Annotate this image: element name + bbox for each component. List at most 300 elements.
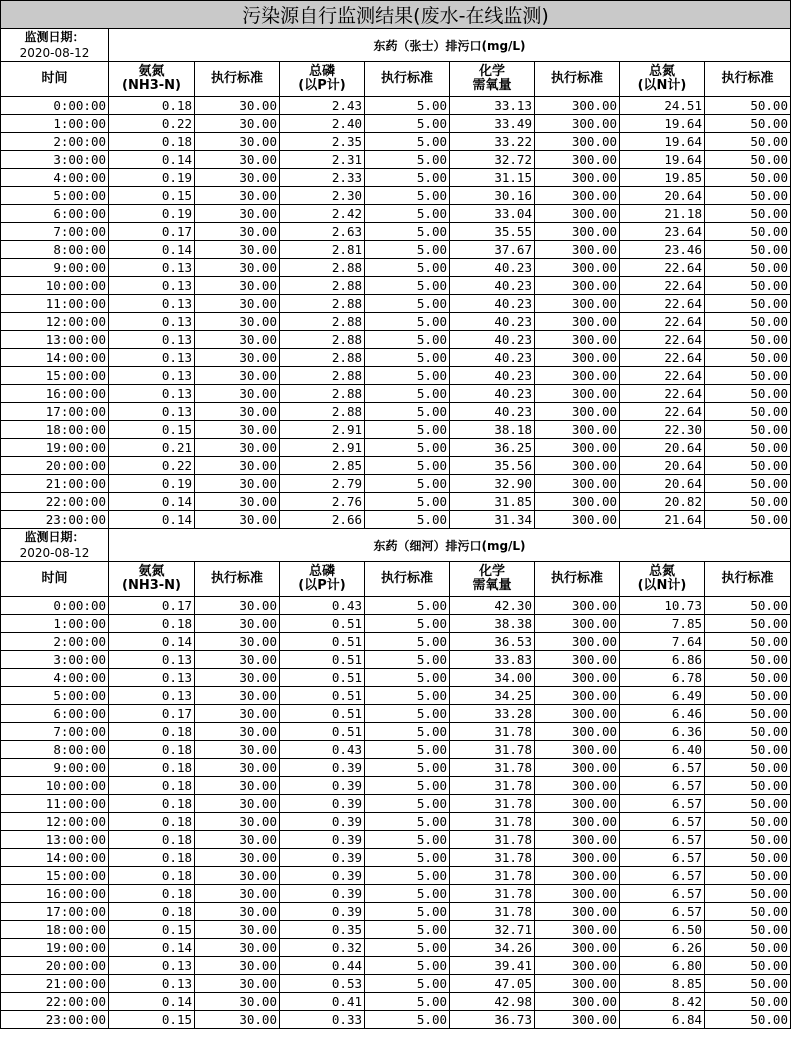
value-cell: 5.00 <box>365 187 450 205</box>
table-row <box>1 705 791 723</box>
column-header <box>705 562 791 597</box>
time-cell: 18:00:00 <box>1 421 109 439</box>
value-cell: 20.64 <box>620 187 705 205</box>
value-cell: 31.85 <box>450 493 535 511</box>
value-cell: 50.00 <box>705 993 791 1011</box>
value-cell: 5.00 <box>365 493 450 511</box>
time-cell: 1:00:00 <box>1 115 109 133</box>
value-cell: 2.88 <box>280 349 365 367</box>
value-cell: 300.00 <box>535 205 620 223</box>
value-cell: 30.00 <box>195 957 280 975</box>
value-cell: 30.00 <box>195 687 280 705</box>
value-cell: 2.91 <box>280 439 365 457</box>
value-cell: 300.00 <box>535 867 620 885</box>
value-cell: 0.39 <box>280 849 365 867</box>
value-cell: 6.57 <box>620 759 705 777</box>
value-cell: 2.35 <box>280 133 365 151</box>
value-cell: 30.00 <box>195 295 280 313</box>
value-cell: 30.00 <box>195 403 280 421</box>
value-cell: 2.63 <box>280 223 365 241</box>
time-cell: 12:00:00 <box>1 813 109 831</box>
column-header-line1: 执行标准 <box>380 71 433 86</box>
monitor-date-label: 监测日期： <box>24 530 85 544</box>
value-cell: 5.00 <box>365 777 450 795</box>
value-cell: 300.00 <box>535 475 620 493</box>
value-cell: 5.00 <box>365 813 450 831</box>
value-cell: 2.88 <box>280 403 365 421</box>
value-cell: 5.00 <box>365 331 450 349</box>
value-cell: 40.23 <box>450 403 535 421</box>
column-header-line1: 执行标准 <box>721 571 774 586</box>
value-cell: 50.00 <box>705 867 791 885</box>
value-cell: 6.84 <box>620 1011 705 1029</box>
value-cell: 300.00 <box>535 439 620 457</box>
value-cell: 30.16 <box>450 187 535 205</box>
value-cell: 5.00 <box>365 349 450 367</box>
value-cell: 20.64 <box>620 475 705 493</box>
value-cell: 2.88 <box>280 277 365 295</box>
value-cell: 50.00 <box>705 205 791 223</box>
value-cell: 300.00 <box>535 903 620 921</box>
value-cell: 50.00 <box>705 615 791 633</box>
value-cell: 300.00 <box>535 705 620 723</box>
value-cell: 0.17 <box>109 223 195 241</box>
value-cell: 50.00 <box>705 475 791 493</box>
value-cell: 40.23 <box>450 259 535 277</box>
value-cell: 50.00 <box>705 777 791 795</box>
value-cell: 30.00 <box>195 457 280 475</box>
column-header <box>195 562 280 597</box>
value-cell: 300.00 <box>535 259 620 277</box>
value-cell: 2.79 <box>280 475 365 493</box>
time-cell: 20:00:00 <box>1 457 109 475</box>
value-cell: 0.51 <box>280 705 365 723</box>
table-row <box>1 115 791 133</box>
value-cell: 30.00 <box>195 993 280 1011</box>
column-header <box>109 562 195 597</box>
value-cell: 30.00 <box>195 885 280 903</box>
column-header-line2: (以N计) <box>637 578 687 593</box>
time-cell: 16:00:00 <box>1 385 109 403</box>
value-cell: 0.13 <box>109 277 195 295</box>
value-cell: 30.00 <box>195 97 280 115</box>
table-row <box>1 975 791 993</box>
value-cell: 5.00 <box>365 615 450 633</box>
time-cell: 8:00:00 <box>1 241 109 259</box>
value-cell: 0.51 <box>280 615 365 633</box>
value-cell: 300.00 <box>535 993 620 1011</box>
value-cell: 5.00 <box>365 885 450 903</box>
table-row <box>1 615 791 633</box>
value-cell: 0.39 <box>280 831 365 849</box>
value-cell: 300.00 <box>535 169 620 187</box>
value-cell: 0.18 <box>109 867 195 885</box>
value-cell: 300.00 <box>535 313 620 331</box>
time-cell: 4:00:00 <box>1 669 109 687</box>
time-cell: 6:00:00 <box>1 705 109 723</box>
value-cell: 40.23 <box>450 295 535 313</box>
column-header-line2: (NH3-N) <box>122 78 181 93</box>
value-cell: 50.00 <box>705 1011 791 1029</box>
value-cell: 300.00 <box>535 687 620 705</box>
value-cell: 2.43 <box>280 97 365 115</box>
value-cell: 2.81 <box>280 241 365 259</box>
value-cell: 31.78 <box>450 813 535 831</box>
table-row <box>1 187 791 205</box>
value-cell: 22.64 <box>620 403 705 421</box>
value-cell: 22.64 <box>620 295 705 313</box>
column-header <box>705 62 791 97</box>
value-cell: 0.13 <box>109 687 195 705</box>
value-cell: 50.00 <box>705 331 791 349</box>
table-row <box>1 277 791 295</box>
value-cell: 300.00 <box>535 813 620 831</box>
column-header-line1: 执行标准 <box>210 571 263 586</box>
table-row <box>1 349 791 367</box>
value-cell: 50.00 <box>705 493 791 511</box>
value-cell: 32.90 <box>450 475 535 493</box>
value-cell: 5.00 <box>365 259 450 277</box>
value-cell: 5.00 <box>365 223 450 241</box>
value-cell: 0.15 <box>109 187 195 205</box>
column-header <box>365 562 450 597</box>
value-cell: 0.19 <box>109 169 195 187</box>
value-cell: 40.23 <box>450 349 535 367</box>
value-cell: 0.51 <box>280 669 365 687</box>
time-cell: 4:00:00 <box>1 169 109 187</box>
value-cell: 30.00 <box>195 277 280 295</box>
value-cell: 34.25 <box>450 687 535 705</box>
value-cell: 0.13 <box>109 295 195 313</box>
value-cell: 300.00 <box>535 421 620 439</box>
column-header-row <box>1 562 791 597</box>
value-cell: 30.00 <box>195 493 280 511</box>
value-cell: 22.64 <box>620 331 705 349</box>
value-cell: 50.00 <box>705 367 791 385</box>
value-cell: 40.23 <box>450 277 535 295</box>
value-cell: 0.39 <box>280 867 365 885</box>
value-cell: 0.39 <box>280 777 365 795</box>
value-cell: 6.57 <box>620 867 705 885</box>
value-cell: 0.18 <box>109 795 195 813</box>
table-row <box>1 669 791 687</box>
value-cell: 30.00 <box>195 115 280 133</box>
value-cell: 39.41 <box>450 957 535 975</box>
value-cell: 300.00 <box>535 511 620 529</box>
value-cell: 35.56 <box>450 457 535 475</box>
value-cell: 36.25 <box>450 439 535 457</box>
value-cell: 0.13 <box>109 669 195 687</box>
value-cell: 31.78 <box>450 885 535 903</box>
value-cell: 0.18 <box>109 831 195 849</box>
value-cell: 0.15 <box>109 921 195 939</box>
value-cell: 6.26 <box>620 939 705 957</box>
table-row <box>1 885 791 903</box>
value-cell: 22.64 <box>620 385 705 403</box>
time-cell: 11:00:00 <box>1 795 109 813</box>
value-cell: 5.00 <box>365 651 450 669</box>
value-cell: 40.23 <box>450 313 535 331</box>
column-header <box>109 62 195 97</box>
value-cell: 20.82 <box>620 493 705 511</box>
value-cell: 0.14 <box>109 993 195 1011</box>
column-header-line1: 总氮 <box>648 564 675 579</box>
value-cell: 31.78 <box>450 795 535 813</box>
value-cell: 32.72 <box>450 151 535 169</box>
value-cell: 5.00 <box>365 205 450 223</box>
value-cell: 33.49 <box>450 115 535 133</box>
table-row <box>1 651 791 669</box>
table-row <box>1 633 791 651</box>
value-cell: 0.18 <box>109 723 195 741</box>
value-cell: 2.42 <box>280 205 365 223</box>
column-header <box>1 562 109 597</box>
value-cell: 6.86 <box>620 651 705 669</box>
value-cell: 0.18 <box>109 615 195 633</box>
value-cell: 30.00 <box>195 421 280 439</box>
value-cell: 30.00 <box>195 795 280 813</box>
value-cell: 30.00 <box>195 187 280 205</box>
value-cell: 0.18 <box>109 885 195 903</box>
value-cell: 5.00 <box>365 633 450 651</box>
value-cell: 0.51 <box>280 687 365 705</box>
table-row <box>1 849 791 867</box>
value-cell: 5.00 <box>365 957 450 975</box>
value-cell: 34.26 <box>450 939 535 957</box>
value-cell: 36.73 <box>450 1011 535 1029</box>
value-cell: 300.00 <box>535 277 620 295</box>
value-cell: 31.78 <box>450 759 535 777</box>
column-header-line1: 时间 <box>41 71 68 86</box>
value-cell: 30.00 <box>195 597 280 615</box>
value-cell: 300.00 <box>535 615 620 633</box>
value-cell: 35.55 <box>450 223 535 241</box>
time-cell: 7:00:00 <box>1 223 109 241</box>
value-cell: 50.00 <box>705 457 791 475</box>
value-cell: 8.85 <box>620 975 705 993</box>
column-header-line1: 执行标准 <box>721 71 774 86</box>
time-cell: 19:00:00 <box>1 439 109 457</box>
table-row <box>1 939 791 957</box>
value-cell: 22.64 <box>620 259 705 277</box>
value-cell: 30.00 <box>195 813 280 831</box>
value-cell: 40.23 <box>450 385 535 403</box>
table-row <box>1 759 791 777</box>
value-cell: 6.49 <box>620 687 705 705</box>
value-cell: 0.19 <box>109 475 195 493</box>
column-header-line1: 执行标准 <box>550 571 603 586</box>
value-cell: 6.57 <box>620 813 705 831</box>
value-cell: 50.00 <box>705 921 791 939</box>
time-cell: 3:00:00 <box>1 151 109 169</box>
value-cell: 50.00 <box>705 241 791 259</box>
value-cell: 0.17 <box>109 597 195 615</box>
section-info-row <box>1 29 791 62</box>
value-cell: 30.00 <box>195 741 280 759</box>
sheet-title: 污染源自行监测结果(废水-在线监测) <box>1 1 791 29</box>
table-row <box>1 295 791 313</box>
value-cell: 22.64 <box>620 349 705 367</box>
time-cell: 15:00:00 <box>1 867 109 885</box>
value-cell: 30.00 <box>195 921 280 939</box>
value-cell: 0.13 <box>109 651 195 669</box>
column-header-line1: 时间 <box>41 571 68 586</box>
table-row <box>1 903 791 921</box>
value-cell: 38.38 <box>450 615 535 633</box>
value-cell: 0.13 <box>109 349 195 367</box>
value-cell: 300.00 <box>535 349 620 367</box>
value-cell: 0.35 <box>280 921 365 939</box>
value-cell: 5.00 <box>365 741 450 759</box>
column-header-line2: (NH3-N) <box>122 578 181 593</box>
value-cell: 2.30 <box>280 187 365 205</box>
column-header-line2: (以N计) <box>637 78 687 93</box>
value-cell: 6.36 <box>620 723 705 741</box>
value-cell: 30.00 <box>195 849 280 867</box>
time-cell: 5:00:00 <box>1 187 109 205</box>
value-cell: 2.88 <box>280 313 365 331</box>
column-header-line1: 总磷 <box>308 564 335 579</box>
time-cell: 22:00:00 <box>1 493 109 511</box>
value-cell: 19.85 <box>620 169 705 187</box>
table-row <box>1 259 791 277</box>
time-cell: 14:00:00 <box>1 349 109 367</box>
column-header <box>450 62 535 97</box>
value-cell: 36.53 <box>450 633 535 651</box>
value-cell: 5.00 <box>365 115 450 133</box>
value-cell: 23.46 <box>620 241 705 259</box>
value-cell: 2.88 <box>280 259 365 277</box>
value-cell: 50.00 <box>705 439 791 457</box>
table-row <box>1 993 791 1011</box>
value-cell: 30.00 <box>195 939 280 957</box>
time-cell: 9:00:00 <box>1 259 109 277</box>
value-cell: 30.00 <box>195 349 280 367</box>
value-cell: 5.00 <box>365 403 450 421</box>
value-cell: 50.00 <box>705 421 791 439</box>
value-cell: 30.00 <box>195 223 280 241</box>
value-cell: 5.00 <box>365 439 450 457</box>
value-cell: 19.64 <box>620 115 705 133</box>
table-row <box>1 831 791 849</box>
time-cell: 3:00:00 <box>1 651 109 669</box>
value-cell: 300.00 <box>535 849 620 867</box>
value-cell: 30.00 <box>195 633 280 651</box>
value-cell: 50.00 <box>705 169 791 187</box>
monitor-date-cell <box>1 29 109 62</box>
time-cell: 9:00:00 <box>1 759 109 777</box>
outlet-name: 东药（张士）排污口(mg/L) <box>109 29 791 62</box>
value-cell: 50.00 <box>705 223 791 241</box>
value-cell: 5.00 <box>365 97 450 115</box>
value-cell: 0.32 <box>280 939 365 957</box>
value-cell: 42.98 <box>450 993 535 1011</box>
table-row <box>1 493 791 511</box>
value-cell: 30.00 <box>195 439 280 457</box>
table-row <box>1 133 791 151</box>
table-row <box>1 241 791 259</box>
time-cell: 10:00:00 <box>1 777 109 795</box>
table-row <box>1 1011 791 1029</box>
time-cell: 15:00:00 <box>1 367 109 385</box>
value-cell: 5.00 <box>365 705 450 723</box>
value-cell: 300.00 <box>535 975 620 993</box>
table-row <box>1 597 791 615</box>
value-cell: 33.13 <box>450 97 535 115</box>
value-cell: 5.00 <box>365 133 450 151</box>
value-cell: 37.67 <box>450 241 535 259</box>
value-cell: 300.00 <box>535 457 620 475</box>
value-cell: 50.00 <box>705 651 791 669</box>
value-cell: 30.00 <box>195 367 280 385</box>
value-cell: 31.78 <box>450 741 535 759</box>
value-cell: 30.00 <box>195 475 280 493</box>
value-cell: 5.00 <box>365 993 450 1011</box>
time-cell: 23:00:00 <box>1 1011 109 1029</box>
value-cell: 0.43 <box>280 597 365 615</box>
time-cell: 21:00:00 <box>1 475 109 493</box>
value-cell: 33.28 <box>450 705 535 723</box>
value-cell: 5.00 <box>365 849 450 867</box>
table-row <box>1 457 791 475</box>
value-cell: 0.53 <box>280 975 365 993</box>
value-cell: 50.00 <box>705 385 791 403</box>
value-cell: 32.71 <box>450 921 535 939</box>
column-header-line1: 执行标准 <box>210 71 263 86</box>
monitor-date-value: 2020-08-12 <box>19 46 90 60</box>
time-cell: 17:00:00 <box>1 903 109 921</box>
value-cell: 50.00 <box>705 831 791 849</box>
column-header <box>195 62 280 97</box>
value-cell: 30.00 <box>195 651 280 669</box>
value-cell: 30.00 <box>195 975 280 993</box>
table-row <box>1 151 791 169</box>
value-cell: 30.00 <box>195 169 280 187</box>
value-cell: 2.40 <box>280 115 365 133</box>
value-cell: 300.00 <box>535 187 620 205</box>
value-cell: 6.57 <box>620 795 705 813</box>
value-cell: 50.00 <box>705 115 791 133</box>
time-cell: 12:00:00 <box>1 313 109 331</box>
value-cell: 6.78 <box>620 669 705 687</box>
value-cell: 2.88 <box>280 367 365 385</box>
value-cell: 30.00 <box>195 777 280 795</box>
value-cell: 0.13 <box>109 957 195 975</box>
value-cell: 0.18 <box>109 813 195 831</box>
table-row <box>1 795 791 813</box>
value-cell: 5.00 <box>365 1011 450 1029</box>
value-cell: 5.00 <box>365 421 450 439</box>
value-cell: 50.00 <box>705 259 791 277</box>
value-cell: 30.00 <box>195 313 280 331</box>
value-cell: 33.22 <box>450 133 535 151</box>
value-cell: 21.64 <box>620 511 705 529</box>
value-cell: 50.00 <box>705 97 791 115</box>
value-cell: 5.00 <box>365 903 450 921</box>
value-cell: 5.00 <box>365 241 450 259</box>
value-cell: 0.18 <box>109 741 195 759</box>
value-cell: 50.00 <box>705 723 791 741</box>
value-cell: 50.00 <box>705 957 791 975</box>
value-cell: 5.00 <box>365 759 450 777</box>
time-cell: 19:00:00 <box>1 939 109 957</box>
column-header-line2: (以P计) <box>298 578 346 593</box>
value-cell: 30.00 <box>195 205 280 223</box>
value-cell: 50.00 <box>705 741 791 759</box>
value-cell: 22.30 <box>620 421 705 439</box>
value-cell: 2.88 <box>280 295 365 313</box>
value-cell: 300.00 <box>535 295 620 313</box>
